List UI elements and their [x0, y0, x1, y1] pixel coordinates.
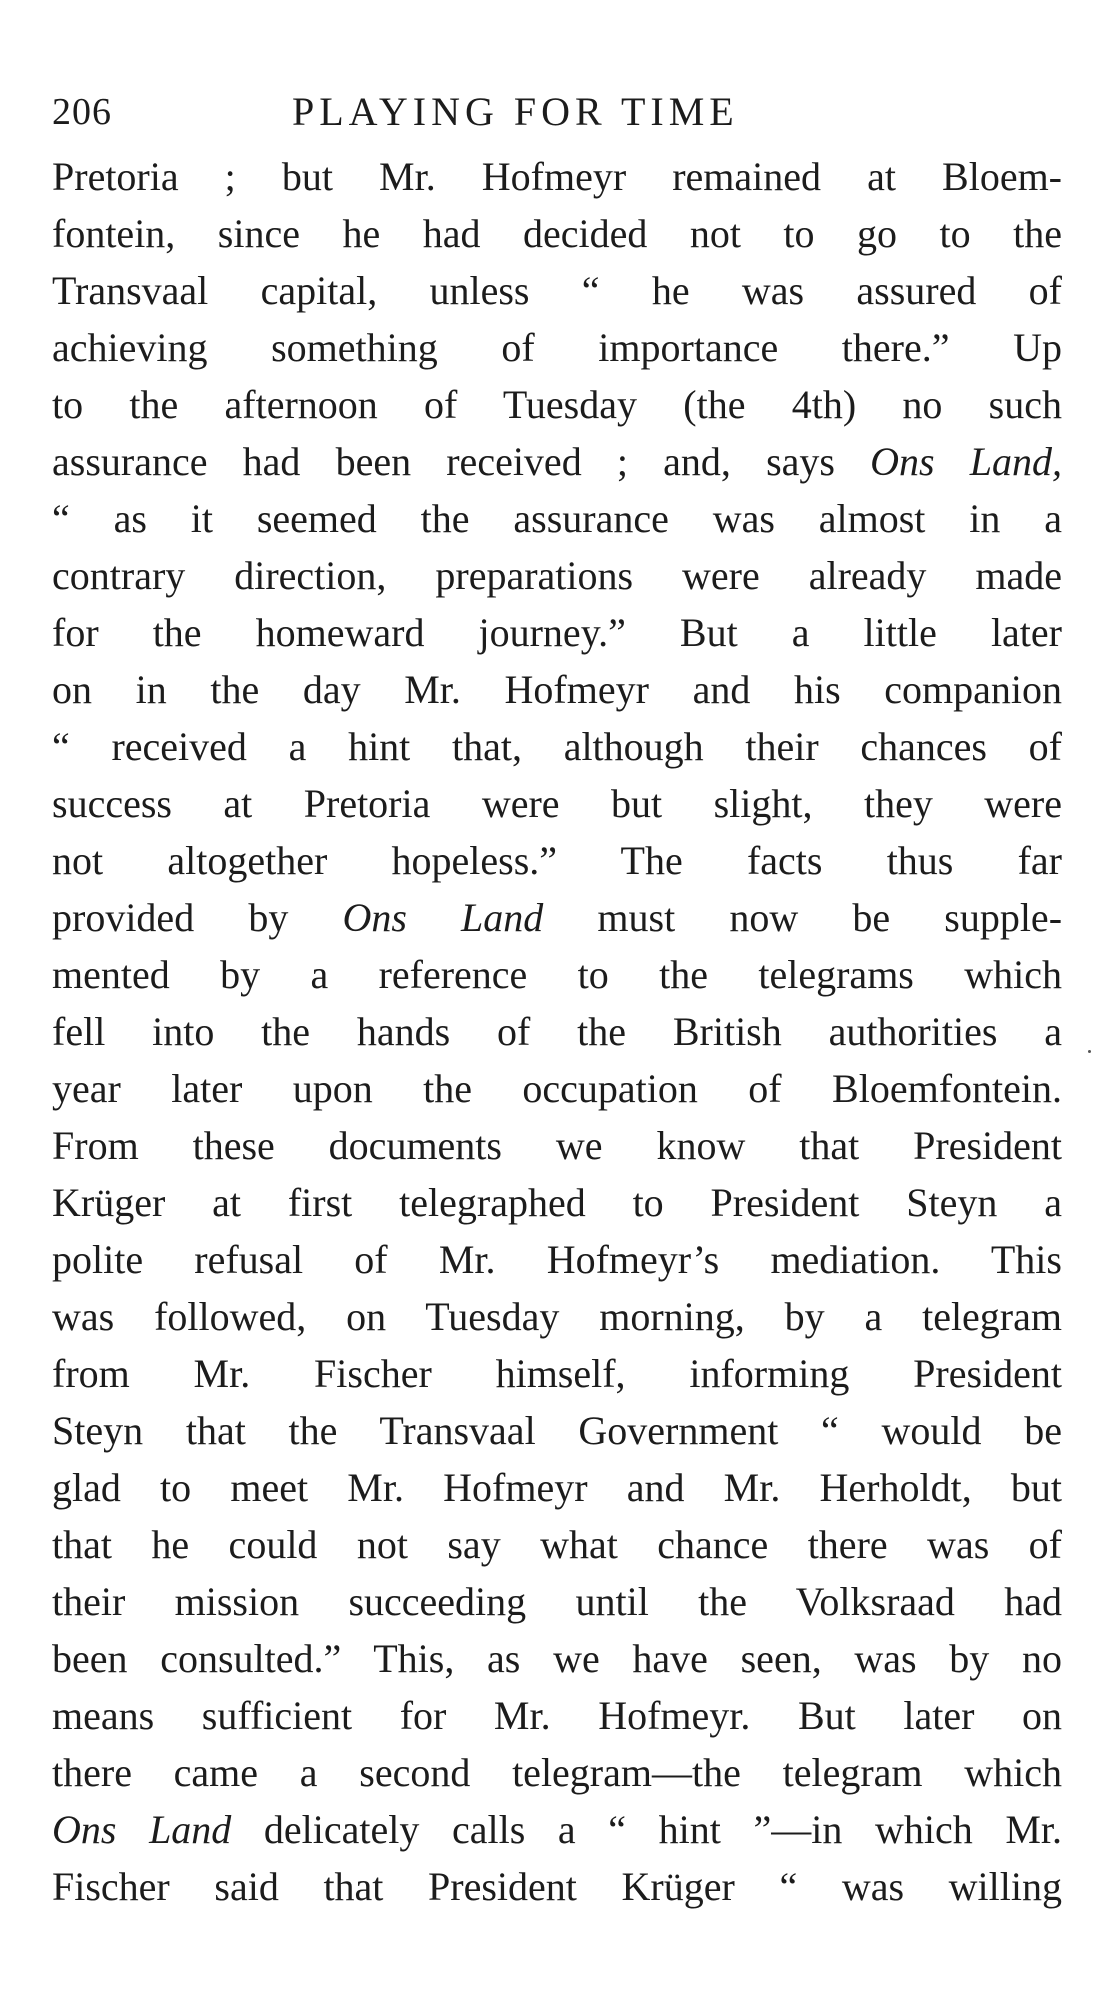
text-segment: Krüger at first telegraphed to President Steyn a [52, 1180, 1062, 1225]
text-line [52, 1231, 1062, 1288]
text-segment: Fischer said that President Krüger “ was willing [52, 1864, 1062, 1909]
text-segment: Steyn that the Transvaal Government “ would be [52, 1408, 1062, 1453]
italic-text-segment: Ons Land [52, 1807, 232, 1852]
text-segment: was followed, on Tuesday morning, by a telegram [52, 1294, 1062, 1339]
italic-text-segment: Ons Land [342, 895, 544, 940]
text-line [52, 1345, 1062, 1402]
text-line [52, 148, 1062, 205]
text-segment: for the homeward journey.” But a little later [52, 610, 1062, 655]
text-line [52, 1858, 1062, 1915]
text-line [52, 1117, 1062, 1174]
text-segment: not altogether hopeless.” The facts thus far [52, 838, 1062, 883]
text-segment: year later upon the occupation of Bloemfontein. [52, 1066, 1062, 1111]
text-line [52, 946, 1062, 1003]
italic-text-segment: Ons Land, [870, 439, 1062, 484]
text-line [52, 319, 1062, 376]
text-segment: to the afternoon of Tuesday (the 4th) no such [52, 382, 1062, 427]
text-segment: on in the day Mr. Hofmeyr and his companion [52, 667, 1062, 712]
text-segment: glad to meet Mr. Hofmeyr and Mr. Herholdt, but [52, 1465, 1062, 1510]
text-line [52, 1402, 1062, 1459]
text-segment: assurance had been received ; and, says [52, 439, 871, 484]
text-segment: must now be supple- [543, 895, 1063, 940]
text-line [52, 661, 1062, 718]
text-segment: Pretoria ; but Mr. Hofmeyr remained at Bloem- [52, 154, 1062, 199]
text-line [52, 1288, 1062, 1345]
text-line [52, 775, 1062, 832]
text-segment: fontein, since he had decided not to go to the [52, 211, 1062, 256]
text-line [52, 262, 1062, 319]
page-number: 206 [52, 91, 112, 133]
text-segment: polite refusal of Mr. Hofmeyr’s mediation. This [52, 1237, 1062, 1282]
print-speck [1088, 1050, 1091, 1053]
text-line [52, 1573, 1062, 1630]
text-segment: that he could not say what chance there was of [52, 1522, 1062, 1567]
text-segment: been consulted.” This, as we have seen, was by no [52, 1636, 1062, 1681]
text-line [52, 1174, 1062, 1231]
text-segment: success at Pretoria were but slight, they were [52, 781, 1062, 826]
text-line [52, 1516, 1062, 1573]
text-line [52, 433, 1062, 490]
text-segment: there came a second telegram—the telegram which [52, 1750, 1062, 1795]
text-line [52, 1459, 1062, 1516]
text-segment: contrary direction, preparations were already made [52, 553, 1062, 598]
text-segment: means sufficient for Mr. Hofmeyr. But later on [52, 1693, 1062, 1738]
body-text [52, 148, 1062, 1915]
running-title: PLAYING FOR TIME [292, 89, 739, 134]
text-line [52, 1630, 1062, 1687]
text-segment: achieving something of importance there.” Up [52, 325, 1062, 370]
text-segment: from Mr. Fischer himself, informing President [52, 1351, 1062, 1396]
text-segment: provided by [52, 895, 343, 940]
text-line [52, 604, 1062, 661]
text-segment: delicately calls a “ hint ”—in which Mr. [231, 1807, 1062, 1852]
text-line [52, 1801, 1062, 1858]
text-segment: their mission succeeding until the Volksraad had [52, 1579, 1062, 1624]
text-line [52, 205, 1062, 262]
text-segment: From these documents we know that President [52, 1123, 1062, 1168]
text-line [52, 376, 1062, 433]
page-header [52, 82, 1062, 142]
text-line [52, 832, 1062, 889]
text-line [52, 1744, 1062, 1801]
text-line [52, 718, 1062, 775]
text-line [52, 490, 1062, 547]
text-line [52, 889, 1062, 946]
text-segment: “ as it seemed the assurance was almost in a [52, 496, 1062, 541]
text-line [52, 1003, 1062, 1060]
text-segment: fell into the hands of the British authorities a [52, 1009, 1062, 1054]
text-segment: “ received a hint that, although their chances of [52, 724, 1062, 769]
text-line [52, 1687, 1062, 1744]
text-line [52, 547, 1062, 604]
text-line [52, 1060, 1062, 1117]
text-segment: mented by a reference to the telegrams which [52, 952, 1062, 997]
text-segment: Transvaal capital, unless “ he was assured of [52, 268, 1062, 313]
